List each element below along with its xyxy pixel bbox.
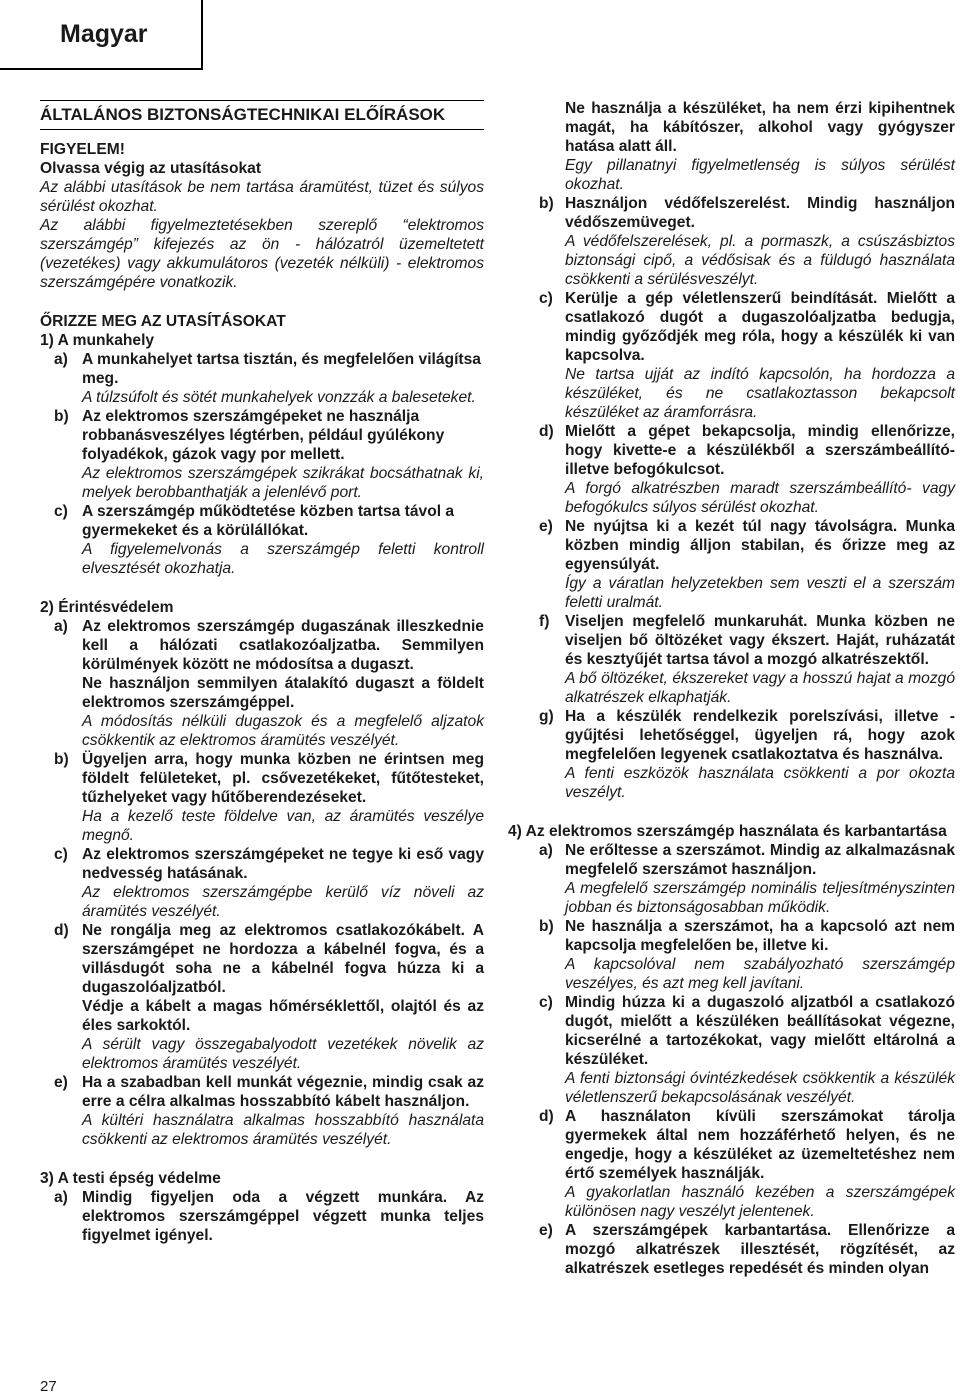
- item-3e: e) Ne nyújtsa ki a kezét túl nagy távolságra. Munka közben mindig álljon stabilan, és őrizze meg az egyensúlyát. Így a váratlan helyzetekben sem veszti el a szerszám feletti uralmát.: [539, 518, 955, 611]
- item-4e: e) A szerszámgépek karbantartása. Ellenőrizze a mozgó alkatrészek illesztését, rögzítését, az alkatrészek esetleges repedését és minden olyan: [539, 1222, 955, 1277]
- item-4a-italic: A megfelelő szerszámgép nominális teljesítményszinten jobban és biztonságosabban működik.: [565, 880, 955, 916]
- item-3a-bold: Mindig figyeljen oda a végzett munkára. Az elektromos szerszámgéppel végzett munka teljes figyelmet igényel.: [82, 1189, 484, 1244]
- intro-paragraph-2: Az alábbi figyelmeztetésekben szereplő “elektromos szerszámgép” kifejezés az ön - hálózatról üzemeltetett (vezetékes) vagy akkumulátoros (vezeték nélküli) - elektromos szerszámgépére vonatkozik.: [40, 217, 484, 291]
- item-2e-italic: A kültéri használatra alkalmas hosszabbító használata csökkenti az elektromos áramütés veszélyét.: [82, 1112, 484, 1148]
- item-1b: b) Az elektromos szerszámgépeket ne használja robbanásveszélyes légtérben, például gyúlékony folyadékok, gázok vagy por mellett. Az elektromos szerszámgépek szikrákat bocsáthatnak ki, melyek berobbanthatják a jelenlévő port.: [54, 408, 484, 501]
- item-4b-italic: A kapcsolóval nem szabályozható szerszámgép veszélyes, és azt meg kell javítani.: [565, 956, 955, 992]
- item-3b: b) Használjon védőfelszerelést. Mindig használjon védőszemüveget. A védőfelszerelések, pl. a pormaszk, a csúszásbiztos biztonsági cipő, a védősisak és a füldugó használata csökkenti a sérülésveszélyt.: [539, 195, 955, 288]
- item-4c-bold: Mindig húzza ki a dugaszoló aljzatból a csatlakozó dugót, mielőtt a készüléken beállításokat végezne, kicserélné a tartozékokat, vagy mielőtt eltárolná a készüléket.: [565, 994, 955, 1068]
- item-3c: c) Kerülje a gép véletlenszerű beindítását. Mielőtt a csatlakozó dugót a dugaszolóaljzatba bedugja, mindig győződjék meg róla, hogy a készülék ki van kapcsolva. Ne tartsa ujját az indító kapcsolón, ha hordozza a készüléket, és ne csatlakoztasson bekapcsolt készüléket az áramforrásra.: [539, 290, 955, 421]
- item-2a-bold-1: Az elektromos szerszámgép dugaszának illeszkednie kell a hálózati csatlakozóaljzatba. Semmilyen körülmények között ne módosítsa a dugaszt.: [82, 618, 484, 673]
- item-4c: c) Mindig húzza ki a dugaszoló aljzatból a csatlakozó dugót, mielőtt a készüléken beállításokat végezne, kicserélné a tartozékokat, vagy mielőtt eltárolná a készüléket. A fenti biztonsági óvintézkedések csökkentik a készülék véletlenszerű bekapcsolásának veszélyét.: [539, 994, 955, 1106]
- save-instructions: ŐRIZZE MEG AZ UTASÍTÁSOKAT: [40, 313, 286, 330]
- item-1a-italic: A túlzsúfolt és sötét munkahelyek vonzzák a baleseteket.: [82, 389, 476, 406]
- section-2-title: 2) Érintésvédelem: [40, 599, 174, 616]
- section-4-title: 4) Az elektromos szerszámgép használata és karbantartása: [508, 823, 947, 840]
- item-2c: c) Az elektromos szerszámgépeket ne tegye ki eső vagy nedvesség hatásának. Az elektromos szerszámgépbe kerülő víz növeli az áramütés veszélyét.: [54, 846, 484, 920]
- read-instructions: Olvassa végig az utasításokat: [40, 160, 262, 177]
- item-4c-italic: A fenti biztonsági óvintézkedések csökkentik a készülék véletlenszerű bekapcsolásának veszélyét.: [565, 1070, 955, 1106]
- item-2c-bold: Az elektromos szerszámgépeket ne tegye ki eső vagy nedvesség hatásának.: [82, 846, 484, 882]
- item-3b-bold: Használjon védőfelszerelést. Mindig használjon védőszemüveget.: [565, 195, 955, 231]
- item-2e: e) Ha a szabadban kell munkát végeznie, mindig csak az erre a célra alkalmas hosszabbító kábelt használjon. A kültéri használatra alkalmas hosszabbító használata csökkenti az elektromos áramütés veszélyét.: [54, 1074, 484, 1148]
- item-3e-bold: Ne nyújtsa ki a kezét túl nagy távolságra. Munka közben mindig álljon stabilan, és őrizze meg az egyensúlyát.: [565, 518, 955, 573]
- page-number: 27: [40, 1378, 57, 1395]
- item-3c-italic: Ne tartsa ujját az indító kapcsolón, ha hordozza a készüléket, és ne csatlakoztasson bekapcsolt készüléket az áramforrásra.: [565, 366, 955, 421]
- section-heading: ÁLTALÁNOS BIZTONSÁGTECHNIKAI ELŐÍRÁSOK: [40, 100, 484, 130]
- item-2c-italic: Az elektromos szerszámgépbe kerülő víz növeli az áramütés veszélyét.: [82, 884, 484, 920]
- item-1a-bold: A munkahelyet tartsa tisztán, és megfelelően világítsa meg.: [82, 351, 481, 387]
- item-2d-bold-2: Védje a kábelt a magas hőmérséklettől, olajtól és az éles sarkoktól.: [82, 998, 484, 1034]
- item-4d-bold: A használaton kívüli szerszámokat tárolja gyermekek által nem hozzáférhető helyen, és ne engedje, hogy a készüléket az üzemeltetéshez nem értő személyek használják.: [565, 1108, 955, 1182]
- item-2d-italic: A sérült vagy összegabalyodott vezetékek növelik az elektromos áramütés veszélyét.: [82, 1036, 484, 1072]
- item-1a: a) A munkahelyet tartsa tisztán, és megfelelően világítsa meg. A túlzsúfolt és sötét munkahelyek vonzzák a baleseteket.: [40, 350, 484, 407]
- item-3f: f) Viseljen megfelelő munkaruhát. Munka közben ne viseljen bő öltözéket vagy ékszert. Haját, ruházatát és kesztyűjét tartsa távol a mozgó alkatrészektől. A bő öltözéket, ékszereket vagy a hosszú hajat a mozgó alkatrészek elkaphatják.: [539, 613, 955, 706]
- item-1c-italic: A figyelemelvonás a szerszámgép feletti kontroll elvesztését okozhatja.: [82, 541, 484, 577]
- item-3a-cont-italic: Egy pillanatnyi figyelmetlenség is súlyos sérülést okozhat.: [565, 157, 955, 193]
- item-2d: d) Ne rongálja meg az elektromos csatlakozókábelt. A szerszámgépet ne hordozza a kábelnél fogva, és a villásdugót soha ne a kábelnél fogva húzza ki a dugaszolóaljzatból. Védje a kábelt a magas hőmérséklettől, olajtól és az éles sarkoktól. A sérült vagy összegabalyodott vezetékek növelik az elektromos áramütés veszélyét.: [54, 922, 484, 1072]
- item-3a-cont-bold: Ne használja a készüléket, ha nem érzi kipihentnek magát, ha kábítószer, alkohol vagy gyógyszer hatása alatt áll.: [565, 100, 955, 155]
- item-3d-bold: Mielőtt a gépet bekapcsolja, mindig ellenőrizze, hogy kivette-e a készülékből a szerszámbeállító-illetve befogókulcsot.: [565, 423, 955, 478]
- item-3g: g) Ha a készülék rendelkezik porelszívási, illetve - gyűjtési lehetőséggel, ügyeljen rá, hogy azok megfelelően legyenek csatlakoztatva és használva. A fenti eszközök használata csökkenti a por okozta veszélyt.: [539, 708, 955, 801]
- item-4d-italic: A gyakorlatlan használó kezében a szerszámgépek különösen nagy veszélyt jelentenek.: [565, 1184, 955, 1220]
- item-3c-bold: Kerülje a gép véletlenszerű beindítását. Mielőtt a csatlakozó dugót a dugaszolóaljzatba bedugja, mindig győződjék meg róla, hogy a készülék ki van kapcsolva.: [565, 290, 955, 364]
- language-tab: [0, 0, 203, 70]
- item-1c: c) A szerszámgép működtetése közben tartsa távol a gyermekeket és a körülállókat. A figyelemelvonás a szerszámgép feletti kontroll elvesztését okozhatja.: [54, 503, 484, 577]
- item-4a: a) Ne erőltesse a szerszámot. Mindig az alkalmazásnak megfelelő szerszámot használjon. A megfelelő szerszámgép nominális teljesítményszinten jobban és biztonságosabban működik.: [539, 842, 955, 916]
- item-2a-italic: A módosítás nélküli dugaszok és a megfelelő aljzatok csökkentik az elektromos áramütés veszélyét.: [82, 713, 484, 749]
- item-3d: d) Mielőtt a gépet bekapcsolja, mindig ellenőrizze, hogy kivette-e a készülékből a szerszámbeállító-illetve befogókulcsot. A forgó alkatrészben maradt szerszámbeállító- vagy befogókulcs súlyos sérülést okozhat.: [539, 423, 955, 516]
- left-column: [40, 140, 484, 1245]
- item-4e-bold: A szerszámgépek karbantartása. Ellenőrizze a mozgó alkatrészek illesztését, rögzítését, az alkatrészek esetleges repedését és minden olyan: [565, 1222, 955, 1277]
- right-column: [508, 99, 955, 1278]
- language-label: Magyar: [60, 20, 148, 48]
- item-2a-bold-2: Ne használjon semmilyen átalakító dugaszt a földelt elektromos szerszámgéppel.: [82, 675, 484, 711]
- item-3g-bold: Ha a készülék rendelkezik porelszívási, illetve - gyűjtési lehetőséggel, ügyeljen rá, hogy azok megfelelően legyenek csatlakoztatva és használva.: [565, 708, 955, 763]
- item-3f-bold: Viseljen megfelelő munkaruhát. Munka közben ne viseljen bő öltözéket vagy ékszert. Haját, ruházatát és kesztyűjét tartsa távol a mozgó alkatrészektől.: [565, 613, 955, 668]
- item-2b-bold: Ügyeljen arra, hogy munka közben ne érintsen meg földelt felületeket, pl. csővezetékeket, fűtőtesteket, tűzhelyeket vagy hűtőberendezéseket.: [82, 751, 484, 806]
- intro-paragraph-1: Az alábbi utasítások be nem tartása áramütést, tüzet és súlyos sérülést okozhat.: [40, 179, 484, 215]
- item-3d-italic: A forgó alkatrészben maradt szerszámbeállító- vagy befogókulcs súlyos sérülést okozhat.: [565, 480, 955, 516]
- item-2b-italic: Ha a kezelő teste földelve van, az áramütés veszélye megnő.: [82, 808, 484, 844]
- item-1b-bold: Az elektromos szerszámgépeket ne használja robbanásveszélyes légtérben, például gyúlékony folyadékok, gázok vagy por mellett.: [82, 408, 445, 463]
- item-1b-italic: Az elektromos szerszámgépek szikrákat bocsáthatnak ki, melyek berobbanthatják a jelenlévő port.: [82, 465, 484, 501]
- item-2b: b) Ügyeljen arra, hogy munka közben ne érintsen meg földelt felületeket, pl. csővezetékeket, fűtőtesteket, tűzhelyeket vagy hűtőberendezéseket. Ha a kezelő teste földelve van, az áramütés veszélye megnő.: [54, 751, 484, 844]
- item-3b-italic: A védőfelszerelések, pl. a pormaszk, a csúszásbiztos biztonsági cipő, a védősisak és a füldugó használata csökkenti a sérülésveszélyt.: [565, 233, 955, 288]
- item-3e-italic: Így a váratlan helyzetekben sem veszti el a szerszám feletti uralmát.: [565, 575, 955, 611]
- warning-label: FIGYELEM!: [40, 141, 125, 158]
- section-3-title: 3) A testi épség védelme: [40, 1170, 221, 1187]
- item-4b: b) Ne használja a szerszámot, ha a kapcsoló azt nem kapcsolja megfelelően be, illetve ki. A kapcsolóval nem szabályozható szerszámgép veszélyes, és azt meg kell javítani.: [539, 918, 955, 992]
- item-2e-bold: Ha a szabadban kell munkát végeznie, mindig csak az erre a célra alkalmas hosszabbító kábelt használjon.: [82, 1074, 484, 1110]
- item-3a: a) Mindig figyeljen oda a végzett munkára. Az elektromos szerszámgéppel végzett munka teljes figyelmet igényel.: [54, 1189, 484, 1244]
- item-1c-bold: A szerszámgép működtetése közben tartsa távol a gyermekeket és a körülállókat.: [82, 503, 455, 539]
- item-3f-italic: A bő öltözéket, ékszereket vagy a hosszú hajat a mozgó alkatrészek elkaphatják.: [565, 670, 955, 706]
- item-2a: a) Az elektromos szerszámgép dugaszának illeszkednie kell a hálózati csatlakozóaljzatba. Semmilyen körülmények között ne módosítsa a dugaszt. Ne használjon semmilyen átalakító dugaszt a földelt elektromos szerszámgéppel. A módosítás nélküli dugaszok és a megfelelő aljzatok csökkentik az elektromos áramütés veszélyét.: [54, 618, 484, 749]
- section-1-title: 1) A munkahely: [40, 332, 155, 349]
- item-4d: d) A használaton kívüli szerszámokat tárolja gyermekek által nem hozzáférhető helyen, és ne engedje, hogy a készüléket az üzemeltetéshez nem értő személyek használják. A gyakorlatlan használó kezében a szerszámgépek különösen nagy veszélyt jelentenek.: [539, 1108, 955, 1220]
- item-3g-italic: A fenti eszközök használata csökkenti a por okozta veszélyt.: [565, 765, 955, 801]
- item-4a-bold: Ne erőltesse a szerszámot. Mindig az alkalmazásnak megfelelő szerszámot használjon.: [565, 842, 955, 878]
- item-4b-bold: Ne használja a szerszámot, ha a kapcsoló azt nem kapcsolja megfelelően be, illetve ki.: [565, 918, 955, 954]
- item-2d-bold-1: Ne rongálja meg az elektromos csatlakozókábelt. A szerszámgépet ne hordozza a kábelnél fogva, és a villásdugót soha ne a kábelnél fogva húzza ki a dugaszolóaljzatból.: [82, 922, 484, 996]
